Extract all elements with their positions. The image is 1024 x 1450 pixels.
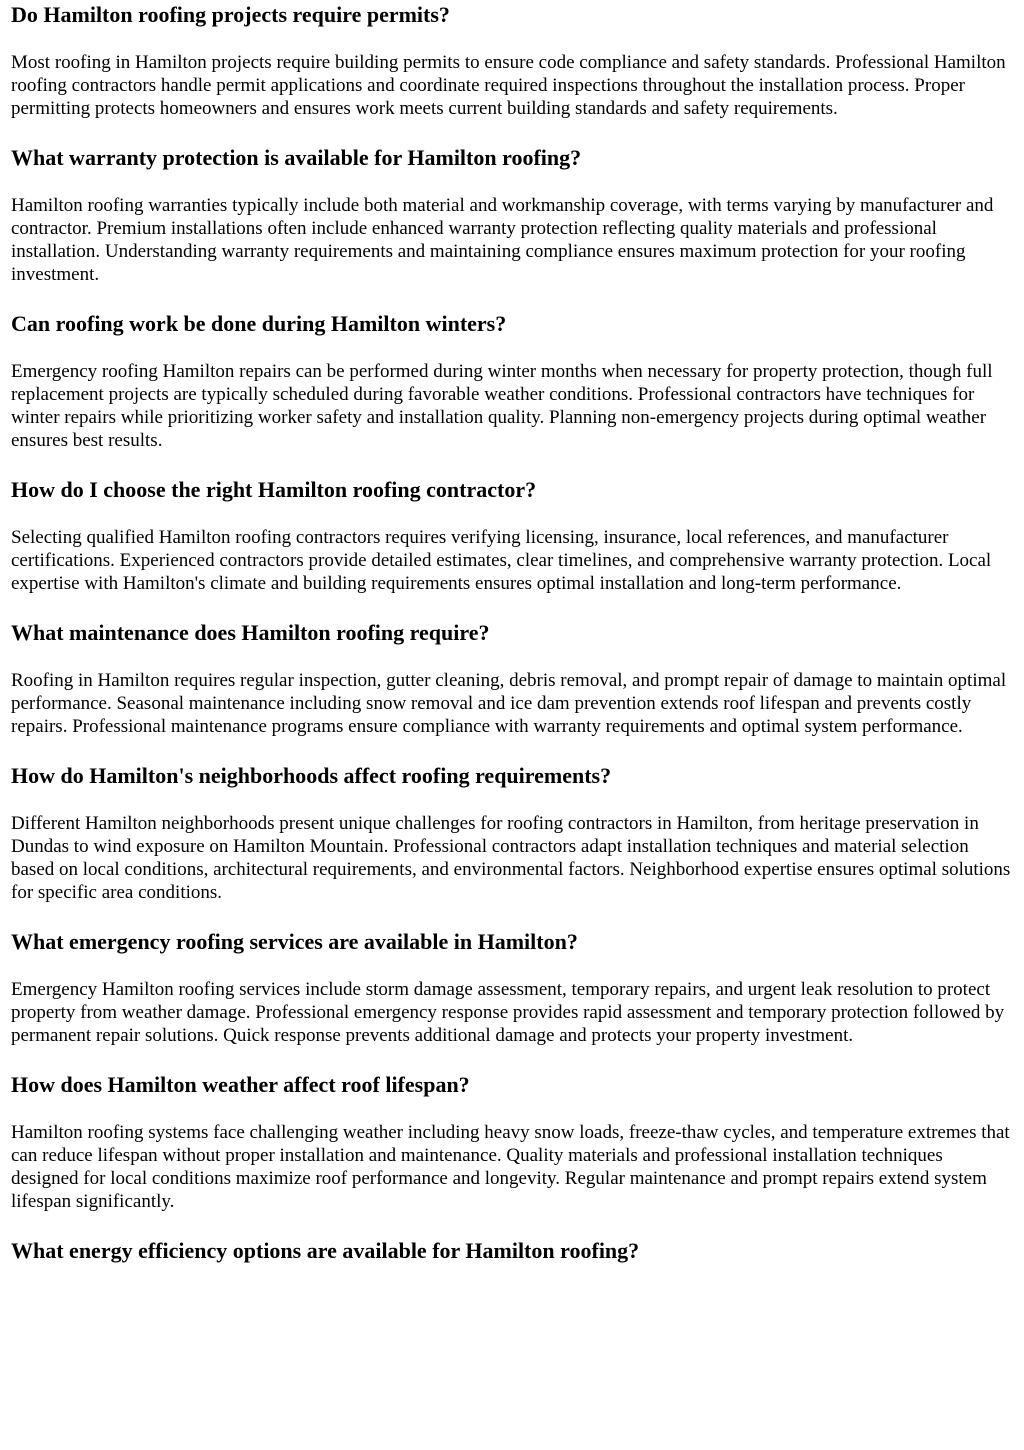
faq-item-emergency xyxy=(11,929,1013,1047)
faq-item-warranty xyxy=(11,145,1013,286)
faq-question: How do I choose the right Hamilton roofing contractor? xyxy=(11,477,537,502)
faq-answer: Emergency roofing Hamilton repairs can be performed during winter months when necessary for property protection, though full replacement projects are typically scheduled during favorable weather conditions. Professional contractors have techniques for winter repairs while prioritizing worker safety and installation quality. Planning non-emergency projects during optimal weather ensures best results. xyxy=(11,361,993,451)
faq-question: How do Hamilton's neighborhoods affect roofing requirements? xyxy=(11,763,612,788)
faq-item-weather xyxy=(11,1072,1013,1213)
faq-item-neighborhoods xyxy=(11,763,1013,904)
faq-question: Can roofing work be done during Hamilton winters? xyxy=(11,311,507,336)
faq-question: How does Hamilton weather affect roof lifespan? xyxy=(11,1072,470,1097)
faq-answer: Hamilton roofing systems face challenging weather including heavy snow loads, freeze-thaw cycles, and temperature extremes that can reduce lifespan without proper installation and maintenance. Quality materials and professional installation techniques designed for local conditions maximize roof performance and longevity. Regular maintenance and prompt repairs extend system lifespan significantly. xyxy=(11,1122,1010,1212)
faq-item-permits xyxy=(11,2,1013,120)
faq-question: What warranty protection is available for Hamilton roofing? xyxy=(11,145,582,170)
faq-item-winter xyxy=(11,311,1013,452)
faq-item-energy xyxy=(11,1238,1013,1264)
faq-question: Do Hamilton roofing projects require permits? xyxy=(11,2,450,27)
faq-list xyxy=(0,2,1024,1264)
faq-answer: Emergency Hamilton roofing services include storm damage assessment, temporary repairs, and urgent leak resolution to protect property from weather damage. Professional emergency response provides rapid assessment and temporary protection followed by permanent repair solutions. Quick response prevents additional damage and protects your property investment. xyxy=(11,979,1005,1046)
faq-question: What maintenance does Hamilton roofing require? xyxy=(11,620,490,645)
faq-answer: Roofing in Hamilton requires regular inspection, gutter cleaning, debris removal, and prompt repair of damage to maintain optimal performance. Seasonal maintenance including snow removal and ice dam prevention extends roof lifespan and prevents costly repairs. Professional maintenance programs ensure compliance with warranty requirements and optimal system performance. xyxy=(11,670,1007,737)
faq-item-maintenance xyxy=(11,620,1013,738)
faq-question: What energy efficiency options are available for Hamilton roofing? xyxy=(11,1238,640,1263)
faq-item-contractor xyxy=(11,477,1013,595)
faq-answer: Different Hamilton neighborhoods present unique challenges for roofing contractors in Hamilton, from heritage preservation in Dundas to wind exposure on Hamilton Mountain. Professional contractors adapt installation techniques and material selection based on local conditions, architectural requirements, and environmental factors. Neighborhood expertise ensures optimal solutions for specific area conditions. xyxy=(11,813,1011,903)
faq-answer: Hamilton roofing warranties typically include both material and workmanship coverage, with terms varying by manufacturer and contractor. Premium installations often include enhanced warranty protection reflecting quality materials and professional installation. Understanding warranty requirements and maintaining compliance ensures maximum protection for your roofing investment. xyxy=(11,195,994,285)
faq-answer: Selecting qualified Hamilton roofing contractors requires verifying licensing, insurance, local references, and manufacturer certifications. Experienced contractors provide detailed estimates, clear timelines, and comprehensive warranty protection. Local expertise with Hamilton's climate and building requirements ensures optimal installation and long-term performance. xyxy=(11,527,992,594)
faq-answer: Most roofing in Hamilton projects require building permits to ensure code compliance and safety standards. Professional Hamilton roofing contractors handle permit applications and coordinate required inspections throughout the installation process. Proper permitting protects homeowners and ensures work meets current building standards and safety requirements. xyxy=(11,52,1006,119)
faq-question: What emergency roofing services are available in Hamilton? xyxy=(11,929,578,954)
